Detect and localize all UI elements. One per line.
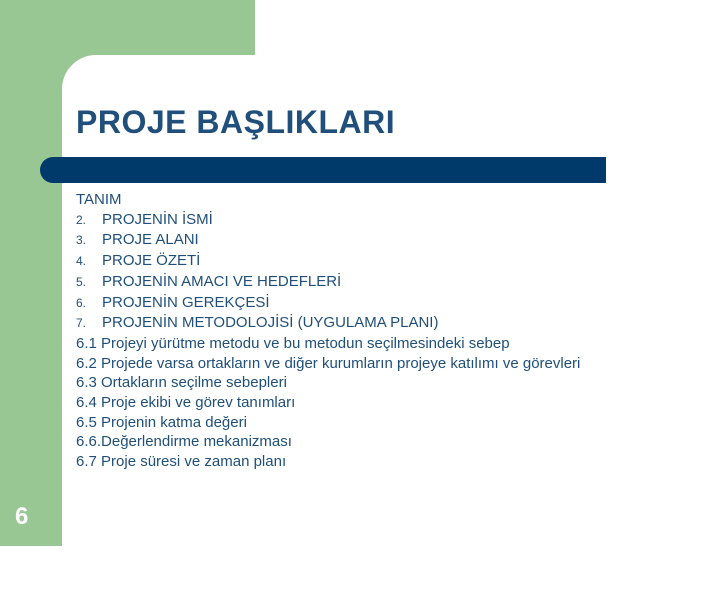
list-item	[76, 210, 636, 231]
list-item-number: 7.	[76, 316, 87, 331]
list-item-text: PROJENİN METODOLOJİSİ (UYGULAMA PLANI)	[102, 314, 439, 332]
list-item	[76, 413, 636, 433]
list-item	[76, 373, 636, 393]
slide-title: PROJE BAŞLIKLARI	[76, 104, 396, 140]
title-underline-bar	[40, 157, 606, 183]
list-item-text: PROJENİN İSMİ	[102, 210, 213, 228]
slide-number: 6	[15, 503, 29, 530]
list-item	[76, 452, 636, 472]
list-item-text: TANIM	[76, 191, 122, 208]
list-item-number: 6.	[76, 295, 87, 310]
list-item-text: 6.5 Projenin katma değeri	[76, 413, 247, 431]
list-item	[76, 432, 636, 452]
white-panel-top	[255, 0, 728, 60]
list-item-text: 6.4 Proje ekibi ve görev tanımları	[76, 394, 296, 412]
list-item	[76, 190, 636, 210]
list-item	[76, 230, 636, 251]
green-bottom-strip	[0, 470, 62, 546]
list-item	[76, 293, 636, 314]
list-item-text: 6.7 Proje süresi ve zaman planı	[76, 453, 287, 471]
list-item-number: 2.	[76, 212, 87, 227]
list-item-number: 5.	[76, 274, 87, 289]
list-item	[76, 313, 636, 334]
list-item	[76, 334, 636, 354]
list-item	[76, 393, 636, 413]
list-item-text: PROJE ÖZETİ	[102, 252, 201, 270]
list-item-text: 6.6.Değerlendirme mekanizması	[76, 433, 292, 451]
list-item-text: PROJENİN GEREKÇESİ	[102, 293, 270, 311]
list-item-text: PROJE ALANI	[102, 231, 199, 249]
list-item-text: 6.1 Projeyi yürütme metodu ve bu metodun seçilmesindeki sebep	[76, 334, 510, 352]
list-item	[76, 251, 636, 272]
list-item	[76, 354, 636, 374]
list-item-number: 3.	[76, 233, 87, 248]
list-item-number: 4.	[76, 254, 87, 269]
list-item-text: PROJENİN AMACI VE HEDEFLERİ	[102, 272, 342, 290]
list-item-text: 6.3 Ortakların seçilme sebepleri	[76, 374, 287, 392]
slide-content-list	[76, 190, 636, 472]
list-item-text: 6.2 Projede varsa ortakların ve diğer kurumların projeye katılımı ve görevleri	[76, 354, 581, 372]
list-item	[76, 272, 636, 293]
